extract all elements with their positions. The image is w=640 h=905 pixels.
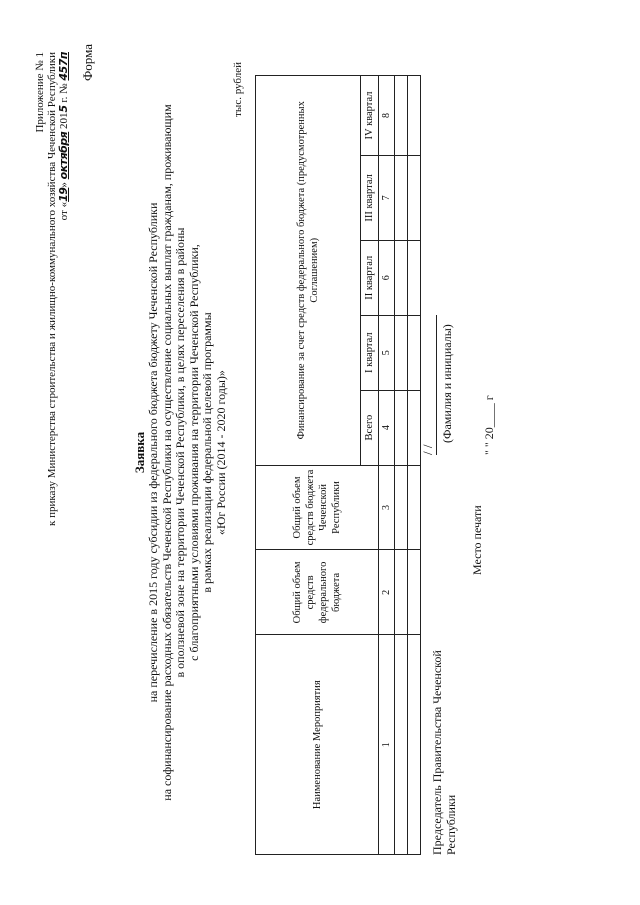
table-row: [395, 76, 408, 855]
funding-table: [255, 75, 421, 855]
subheader-q4: IV квартал: [361, 76, 379, 156]
table-cell: [395, 76, 408, 156]
document-heading: [147, 0, 228, 905]
year-prefix: 201: [58, 112, 70, 129]
appendix-order-date: [58, 52, 70, 526]
sign-date: " " 20____ г: [482, 395, 496, 455]
heading-line-2: на софинансирование расходных обязательств Чеченской Республики на осуществление социальных выплат гражданам, проживающим: [159, 104, 174, 801]
table-cell: [408, 240, 421, 315]
table-cell: [395, 635, 408, 855]
table-cell: [408, 315, 421, 390]
signer-role: [430, 650, 458, 855]
name-caption: (Фамилия и инициалы): [440, 324, 454, 443]
header-activity-name: Наименование Мероприятия: [256, 635, 379, 855]
date-suffix: »: [58, 182, 70, 188]
signer-role-line-2: Республики: [444, 794, 458, 855]
form-label: Форма: [80, 44, 95, 81]
col-number: 2: [379, 550, 395, 635]
heading-line-4: с благоприятными условиями проживания на территории Чеченской Республики,: [186, 244, 201, 661]
header-financing: Финансирование за счет средств федерального бюджета (предусмотренных Соглашением): [256, 76, 361, 466]
handwritten-day: 19: [57, 187, 70, 202]
signer-role-line-1: Председатель Правительства Чеченской: [430, 650, 444, 855]
heading-line-1: на перечисление в 2015 году субсидии из федерального бюджета бюджету Чеченской Республики: [146, 202, 160, 703]
subheader-total: Всего: [361, 390, 379, 465]
table-number-row: [379, 76, 395, 855]
table-header-row: [256, 76, 361, 855]
heading-line-3: в оползневой зоне на территории Чеченской Республики, в целях переселения в районы: [173, 227, 187, 678]
stamp-place: Место печати: [470, 505, 484, 575]
table-row: [408, 76, 421, 855]
year-suffix: г. №: [58, 83, 70, 103]
table-cell: [408, 155, 421, 240]
table-cell: [395, 315, 408, 390]
date-prefix: от «: [58, 201, 70, 221]
handwritten-order-number: 457п: [57, 52, 70, 81]
signature-line: [436, 315, 437, 455]
heading-line-5: в рамках реализации федеральной целевой программы: [200, 312, 214, 593]
col-number: 1: [379, 635, 395, 855]
appendix-block: [34, 52, 70, 526]
col-number: 7: [379, 155, 395, 240]
handwritten-year-digit: 5: [57, 105, 70, 113]
col-number: 3: [379, 465, 395, 550]
table-cell: [395, 155, 408, 240]
table-cell: [408, 76, 421, 156]
table-cell: [395, 390, 408, 465]
appendix-title: Приложение № 1: [34, 52, 46, 133]
document-title: Заявка: [132, 431, 147, 474]
signature-slashes: / /: [420, 444, 435, 455]
col-number: 5: [379, 315, 395, 390]
table-cell: [395, 465, 408, 550]
col-number: 4: [379, 390, 395, 465]
subheader-q1: I квартал: [361, 315, 379, 390]
units-label: тыс. рублей: [232, 62, 244, 117]
heading-line-6: «Юг России (2014 - 2020 годы)»: [213, 370, 228, 535]
subheader-q2: II квартал: [361, 240, 379, 315]
table-cell: [408, 550, 421, 635]
handwritten-month: октября: [57, 131, 70, 180]
appendix-order-ref: к приказу Министерства строительства и жилищно-коммунального хозяйства Чеченской Республики: [46, 52, 58, 527]
table-cell: [395, 240, 408, 315]
table-cell: [395, 550, 408, 635]
col-number: 8: [379, 76, 395, 156]
col-number: 6: [379, 240, 395, 315]
table-cell: [408, 635, 421, 855]
subheader-q3: III квартал: [361, 155, 379, 240]
header-federal-total: Общий объем средств федерального бюджета: [256, 550, 379, 635]
table-cell: [408, 465, 421, 550]
table-cell: [408, 390, 421, 465]
header-republic-total: Общий объем средств бюджета Чеченской Республики: [256, 465, 379, 550]
